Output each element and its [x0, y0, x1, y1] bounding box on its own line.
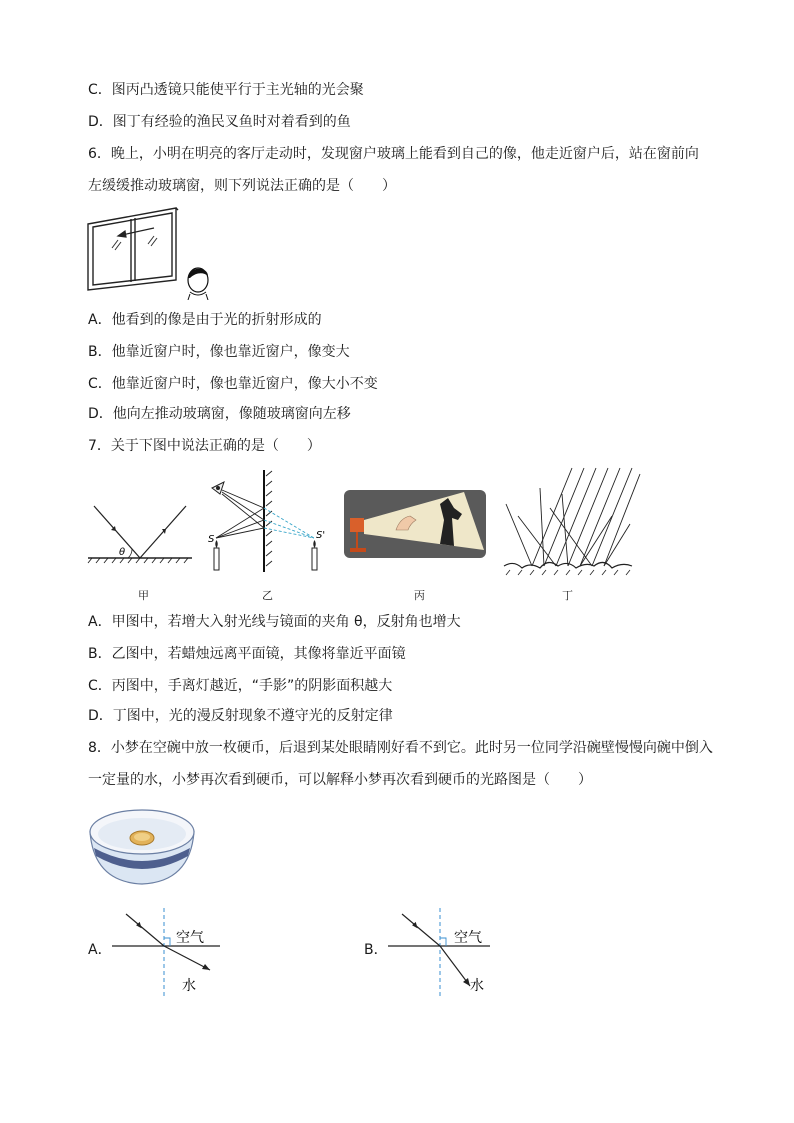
incoming-rays	[532, 468, 640, 566]
q5-option-d: D．图丁有经验的渔民叉鱼时对着看到的鱼	[88, 114, 351, 130]
label-s-image: S'	[316, 530, 326, 541]
boy-head	[188, 268, 208, 300]
theta-label: θ	[119, 547, 126, 558]
option-a-light-path	[110, 906, 230, 1000]
q7-option-d: D．丁图中，光的漫反射现象不遵守光的反射定律	[88, 708, 393, 724]
candle-object	[214, 548, 219, 570]
q8-stem-line-1: 8．小梦在空碗中放一枚硬币，后退到某处眼睛刚好看不到它。此时另一位同学沿碗壁慢慢向碗中倒入	[88, 740, 713, 756]
caption-yi: 乙	[262, 589, 273, 602]
air-label-a: 空气	[176, 930, 204, 946]
window-frame	[88, 208, 178, 290]
q6-option-a: A．他看到的像是由于光的折射形成的	[88, 312, 322, 328]
figure-jia-reflection	[86, 500, 196, 570]
q5-option-c: C．图丙凸透镜只能使平行于主光轴的光会聚	[88, 82, 364, 98]
caption-jia: 甲	[138, 589, 149, 602]
q6-stem-line-1: 6．晚上，小明在明亮的客厅走动时，发现窗户玻璃上能看到自己的像，他走近窗户后，站在窗前向	[88, 146, 699, 162]
caption-ding: 丁	[562, 589, 573, 602]
reflected-rays	[506, 488, 630, 566]
caption-bing: 丙	[414, 589, 425, 602]
option-b-light-path	[386, 906, 506, 1000]
air-label-b: 空气	[454, 930, 482, 946]
push-arrow-icon	[118, 228, 154, 237]
q8-option-a-label: A．	[88, 942, 112, 958]
q7-option-a: A．甲图中，若增大入射光线与镜面的夹角 θ，反射角也增大	[88, 614, 461, 630]
q6-option-d: D．他向左推动玻璃窗，像随玻璃窗向左移	[88, 406, 351, 422]
q7-option-b: B．乙图中，若蜡烛远离平面镜，其像将靠近平面镜	[88, 646, 406, 662]
bowl-with-coin	[86, 804, 198, 886]
q7-option-c: C．丙图中，手离灯越近，“手影”的阴影面积越大	[88, 678, 393, 694]
q6-option-b: B．他靠近窗户时，像也靠近窗户，像变大	[88, 344, 350, 360]
figure-ding-diffuse-reflection	[500, 464, 642, 578]
q8-option-b-label: B．	[364, 942, 388, 958]
water-label-b: 水	[470, 978, 484, 994]
q6-stem-line-2: 左缓缓推动玻璃窗，则下列说法正确的是（ ）	[88, 178, 396, 194]
q6-option-c: C．他靠近窗户时，像也靠近窗户，像大小不变	[88, 376, 378, 392]
window-figure	[86, 206, 216, 300]
q7-stem: 7．关于下图中说法正确的是（ ）	[88, 438, 321, 454]
label-s: S	[208, 534, 215, 545]
candle-image	[312, 548, 317, 570]
figure-bing-hand-shadow	[344, 490, 486, 558]
q8-stem-line-2: 一定量的水，小梦再次看到硬币，可以解释小梦再次看到硬币的光路图是（ ）	[88, 772, 592, 788]
water-label-a: 水	[182, 978, 196, 994]
figure-yi-plane-mirror	[206, 466, 336, 576]
